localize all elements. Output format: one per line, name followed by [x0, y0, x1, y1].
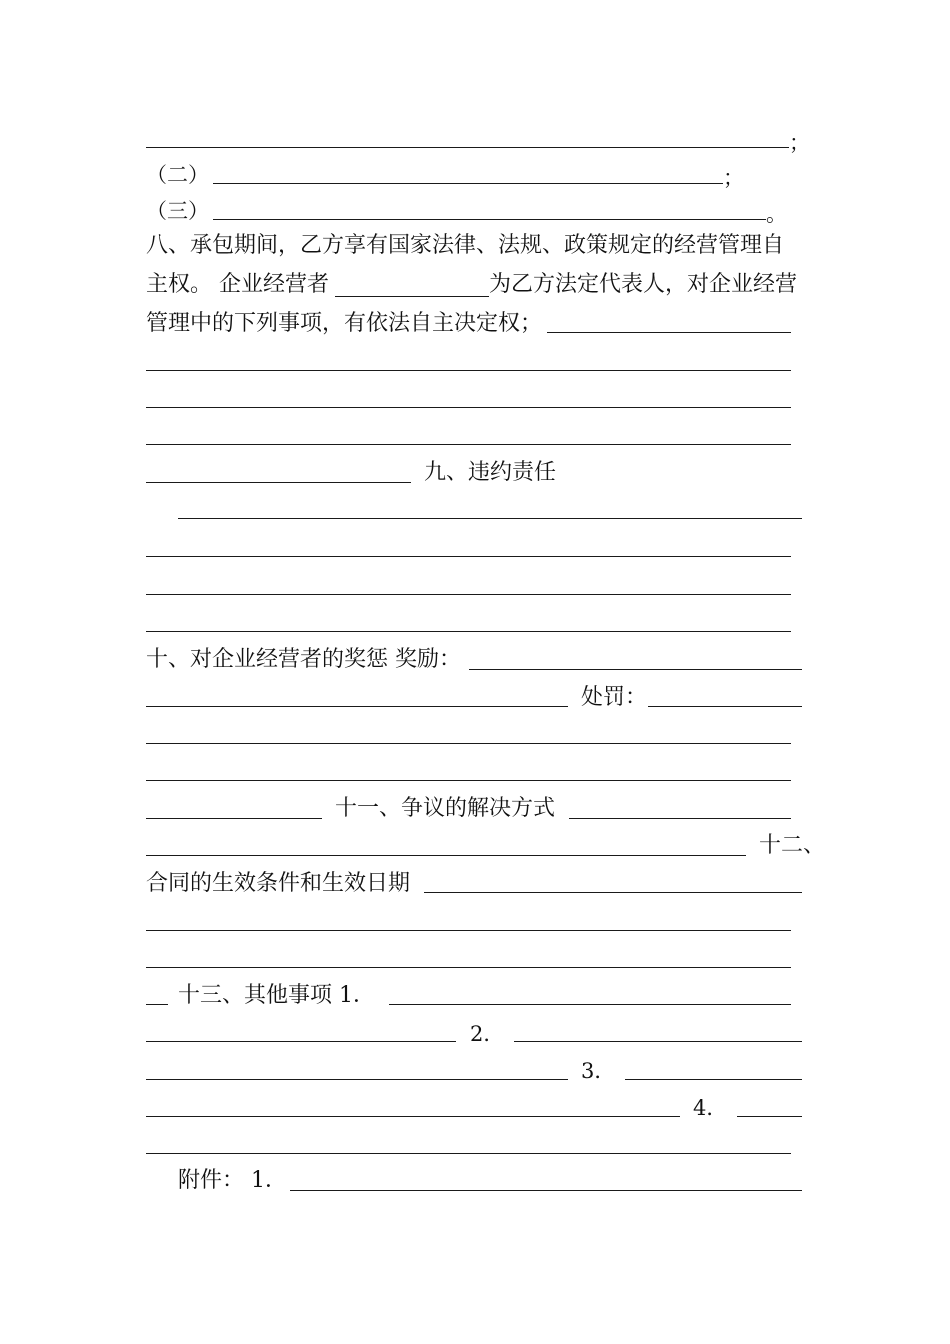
section-10-title: 十、对企业经营者的奖惩 奖励：: [146, 647, 461, 672]
punctuation: ；: [723, 166, 744, 190]
blank-line[interactable]: [146, 1116, 680, 1117]
legal-rep-blank[interactable]: [335, 296, 489, 297]
item-three-label: （三）: [146, 199, 209, 223]
section-12-title-a: 十二、: [759, 833, 826, 858]
blank-line[interactable]: [146, 631, 791, 632]
effective-date-blank[interactable]: [424, 892, 802, 893]
section-9-title: 九、违约责任: [424, 460, 557, 485]
other-item-4-blank[interactable]: [737, 1116, 802, 1117]
section-8-line-2b: 为乙方法定代表人，对企业经营: [489, 272, 798, 297]
item-two-label: （二）: [146, 163, 209, 187]
section-13-title: 十三、其他事项 1．: [178, 983, 375, 1008]
section-12-title-b: 合同的生效条件和生效日期: [146, 871, 411, 896]
blank-line[interactable]: [146, 855, 746, 856]
dispute-blank[interactable]: [569, 818, 791, 819]
blank-line[interactable]: [146, 556, 791, 557]
section-8-line-1: 八、承包期间，乙方享有国家法律、法规、政策规定的经营管理自: [146, 233, 785, 258]
other-item-3-label: 3．: [581, 1059, 616, 1083]
attachment-label: 附件： 1．: [178, 1168, 287, 1193]
punishment-blank[interactable]: [648, 706, 802, 707]
blank-line[interactable]: [146, 1079, 568, 1080]
blank-line[interactable]: [146, 706, 568, 707]
section-11-title: 十一、争议的解决方式: [335, 796, 556, 821]
item-three-blank[interactable]: [213, 219, 766, 220]
punctuation: 。: [766, 202, 787, 226]
reward-blank[interactable]: [469, 669, 802, 670]
blank-line[interactable]: [146, 743, 791, 744]
other-item-2-blank[interactable]: [514, 1041, 802, 1042]
blank-line[interactable]: [146, 370, 791, 371]
section-8-line-3: 管理中的下列事项，有依法自主决定权；: [146, 311, 543, 336]
blank-line[interactable]: [146, 1041, 456, 1042]
blank-line[interactable]: [146, 444, 791, 445]
blank-line[interactable]: [146, 930, 791, 931]
item-two-blank[interactable]: [213, 183, 723, 184]
other-item-4-label: 4．: [693, 1096, 728, 1120]
other-item-1-blank[interactable]: [389, 1004, 791, 1005]
attachment-1-blank[interactable]: [290, 1190, 802, 1191]
other-item-2-label: 2．: [470, 1022, 505, 1046]
blank-line[interactable]: [146, 482, 411, 483]
blank-line[interactable]: [146, 967, 791, 968]
blank-line[interactable]: [146, 1153, 791, 1154]
blank-line[interactable]: [146, 147, 789, 148]
blank-line[interactable]: [146, 407, 791, 408]
blank-line[interactable]: [146, 594, 791, 595]
punctuation: ；: [789, 131, 810, 155]
punishment-label: 处罚：: [581, 685, 648, 710]
blank-line[interactable]: [146, 1004, 168, 1005]
other-item-3-blank[interactable]: [625, 1079, 802, 1080]
autonomy-blank[interactable]: [547, 332, 791, 333]
blank-line[interactable]: [146, 818, 322, 819]
blank-line[interactable]: [146, 780, 791, 781]
section-8-line-2a: 主权。 企业经营者: [146, 272, 329, 297]
blank-line[interactable]: [178, 518, 802, 519]
